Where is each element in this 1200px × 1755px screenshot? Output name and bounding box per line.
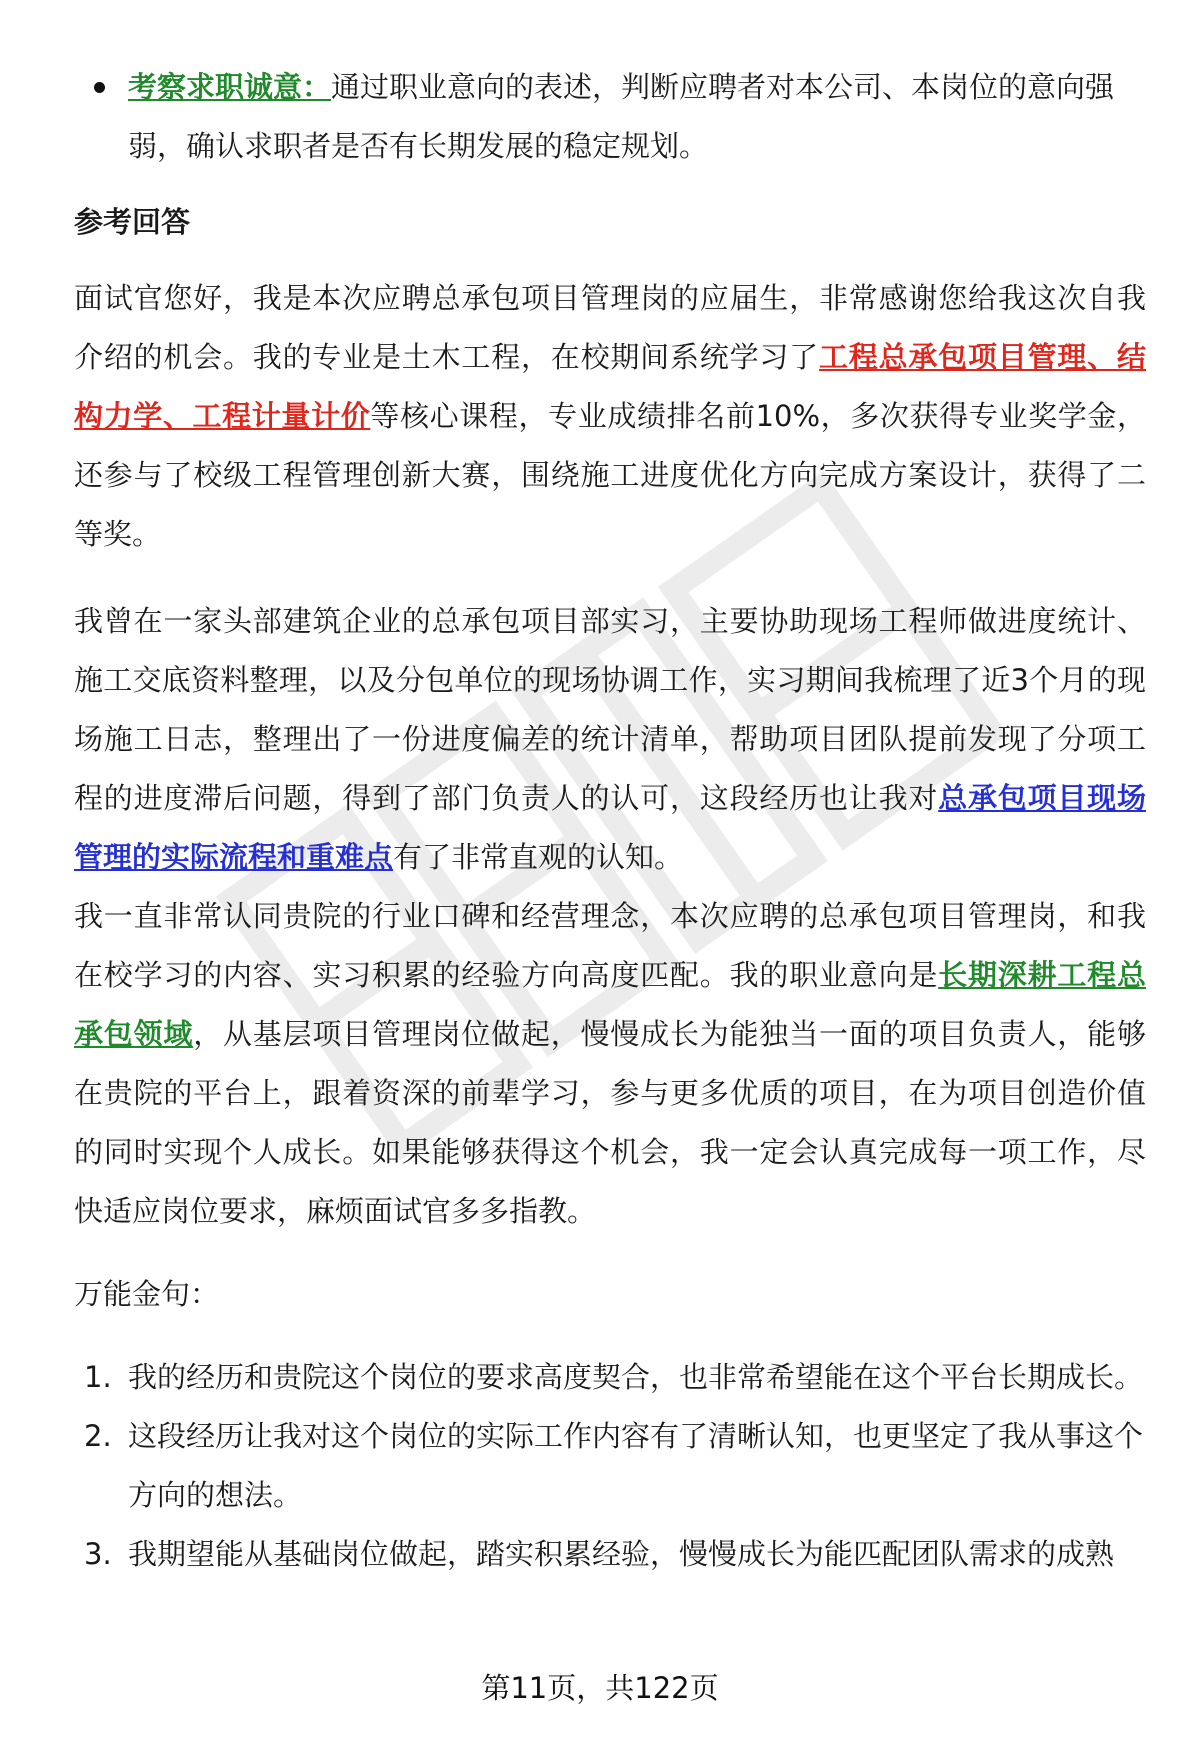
list-number: 2. — [84, 1419, 112, 1453]
para2-text-b: 有了非常直观的认知。 — [393, 840, 684, 874]
para1-text-b: 等核心课程，专业成绩排名前10%，多次获得专业奖学金，还参与了校级工程管理创新大赛，围绕施工进度优化方向完成方案设计，获得了二等奖。 — [74, 399, 1146, 551]
page-footer: 第11页，共122页 — [481, 1671, 719, 1705]
bullet-dot-icon — [94, 82, 105, 93]
para1-text-a: 面试官您好，我是本次应聘总承包项目管理岗的应届生，非常感谢您给我这次自我介绍的机会。我的专业是土木工程，在校期间系统学习了 — [74, 281, 1146, 374]
para3-highlight: 长期深耕工程总承包领域 — [74, 958, 1146, 1051]
para3-text-a: 我一直非常认同贵院的行业口碑和经营理念，本次应聘的总承包项目管理岗，和我在校学习的内容、实习积累的经验方向高度匹配。我的职业意向是 — [74, 899, 1146, 992]
section-heading: 参考回答 — [74, 205, 191, 239]
list-number: 1. — [84, 1360, 112, 1394]
bullet-sincerity — [74, 58, 1146, 176]
list-item — [74, 1525, 1146, 1584]
paragraph-intro — [74, 269, 1146, 564]
golden-sentences-label: 万能金句： — [74, 1277, 220, 1311]
bullet-label: 考察求职诚意： — [128, 70, 332, 104]
para3-text-b: ，从基层项目管理岗位做起，慢慢成长为能独当一面的项目负责人，能够在贵院的平台上，跟着资深的前辈学习，参与更多优质的项目，在为项目创造价值的同时实现个人成长。如果能够获得这个机会，我一定会认真完成每一项工作，尽快适应岗位要求，麻烦面试官多多指教。 — [74, 1017, 1146, 1228]
list-text: 我的经历和贵院这个岗位的要求高度契合，也非常希望能在这个平台长期成长。 — [128, 1360, 1144, 1394]
list-number: 3. — [84, 1537, 112, 1571]
paragraph-internship — [74, 592, 1146, 887]
document-body — [74, 58, 1146, 1584]
paragraph-intention — [74, 887, 1146, 1241]
list-text: 我期望能从基础岗位做起，踏实积累经验，慢慢成长为能匹配团队需求的成熟 — [128, 1537, 1115, 1571]
bullet-text: 通过职业意向的表述，判断应聘者对本公司、本岗位的意向强弱，确认求职者是否有长期发展的稳定规划。 — [128, 70, 1115, 163]
list-item — [74, 1407, 1146, 1525]
list-item — [74, 1348, 1146, 1407]
para2-highlight: 总承包项目现场管理的实际流程和重难点 — [74, 781, 1146, 874]
list-text: 这段经历让我对这个岗位的实际工作内容有了清晰认知，也更坚定了我从事这个方向的想法。 — [128, 1419, 1144, 1512]
para1-highlight: 工程总承包项目管理、结构力学、工程计量计价 — [74, 340, 1146, 433]
para2-text-a: 我曾在一家头部建筑企业的总承包项目部实习，主要协助现场工程师做进度统计、施工交底资料整理，以及分包单位的现场协调工作，实习期间我梳理了近3个月的现场施工日志，整理出了一份进度偏差的统计清单，帮助项目团队提前发现了分项工程的进度滞后问题，得到了部门负责人的认可，这段经历也让我对 — [74, 604, 1146, 815]
